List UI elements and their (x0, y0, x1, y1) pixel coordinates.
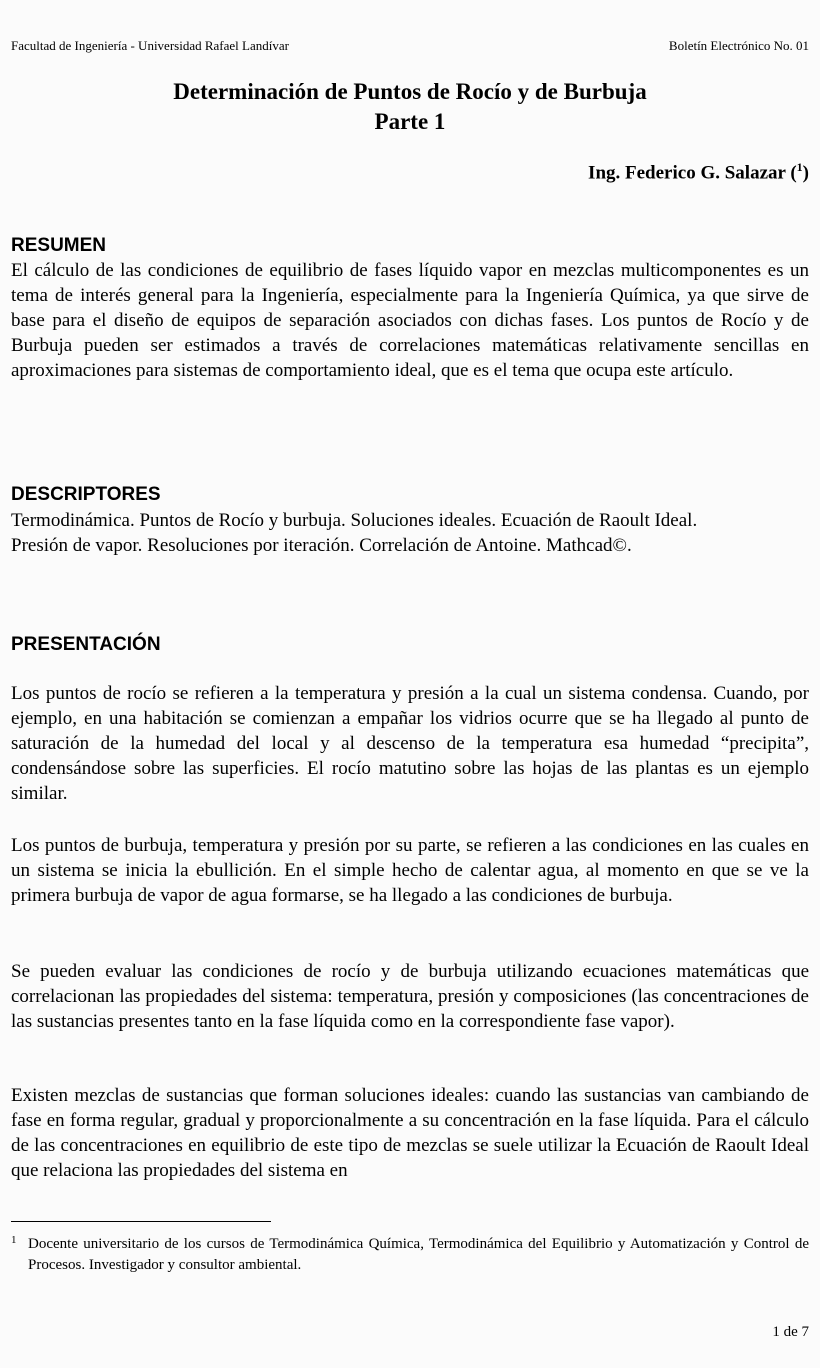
descriptores-text (11, 508, 809, 558)
footnote (11, 1234, 809, 1276)
page-number: 1 de 7 (772, 1324, 809, 1340)
author-close: ) (802, 162, 809, 184)
footnote-text: Docente universitario de los cursos de Termodinámica Química, Termodinámica del Equilibrio y Automatización y Control de Procesos. Investigador y consultor ambiental. (28, 1236, 809, 1273)
header-institution: Facultad de Ingeniería - Universidad Rafael Landívar (11, 38, 289, 53)
footnote-mark: 1 (11, 1234, 17, 1246)
title-line-2: Parte 1 (374, 109, 446, 134)
footnote-separator (11, 1221, 271, 1222)
section-heading-descriptores: DESCRIPTORES (11, 484, 161, 505)
paper-title (11, 77, 809, 137)
author-footnote-ref: 1 (796, 160, 803, 174)
header-bulletin: Boletín Electrónico No. 01 (668, 38, 809, 53)
presentacion-paragraph-4: Existen mezclas de sustancias que forman soluciones ideales: cuando las sustancias van cambiando de fase en forma regular, gradual y proporcionalmente a su concentración en la fase líquida. Para el cálculo de las concentraciones en equilibrio de este tipo de mezclas se suele utilizar la Ecuación de Raoult Ideal que relaciona las propiedades del sistema en (11, 1085, 809, 1181)
document-page (11, 0, 809, 1368)
author-line (588, 160, 809, 184)
resumen-text: El cálculo de las condiciones de equilibrio de fases líquido vapor en mezclas multicomponentes es un tema de interés general para la Ingeniería, especialmente para la Ingeniería Química, ya que sirve de base para el diseño de equipos de separación asociados con dichas fases. Los puntos de Rocío y de Burbuja pueden ser estimados a través de correlaciones matemáticas relativamente sencillas en aproximaciones para sistemas de comportamiento ideal, que es el tema que ocupa este artículo. (11, 260, 809, 381)
descriptores-line-1: Termodinámica. Puntos de Rocío y burbuja. Soluciones ideales. Ecuación de Raoult Ideal. (11, 510, 698, 531)
section-heading-resumen: RESUMEN (11, 235, 107, 256)
descriptores-line-2: Presión de vapor. Resoluciones por iteración. Correlación de Antoine. Mathcad©. (11, 535, 632, 556)
section-heading-presentacion: PRESENTACIÓN (11, 634, 161, 655)
presentacion-paragraph-2: Los puntos de burbuja, temperatura y presión por su parte, se refieren a las condiciones en las cuales en un sistema se inicia la ebullición. En el simple hecho de calentar agua, al momento en que se ve la primera burbuja de vapor de agua formarse, se ha llegado a las condiciones de burbuja. (11, 835, 809, 906)
running-header (11, 38, 809, 54)
title-line-1: Determinación de Puntos de Rocío y de Burbuja (173, 79, 647, 104)
author-name: Ing. Federico G. Salazar ( (588, 162, 797, 184)
presentacion-paragraph-3: Se pueden evaluar las condiciones de rocío y de burbuja utilizando ecuaciones matemáticas que correlacionan las propiedades del sistema: temperatura, presión y composiciones (las concentraciones de las sustancias presentes tanto en la fase líquida como en la correspondiente fase vapor). (11, 961, 809, 1032)
presentacion-paragraph-1: Los puntos de rocío se refieren a la temperatura y presión a la cual un sistema condensa. Cuando, por ejemplo, en una habitación se comienzan a empañar los vidrios ocurre que se ha llegado al punto de saturación de la humedad del local y al descenso de la temperatura esa humedad “precipita”, condensándose sobre las superficies. El rocío matutino sobre las hojas de las plantas es un ejemplo similar. (11, 683, 809, 804)
